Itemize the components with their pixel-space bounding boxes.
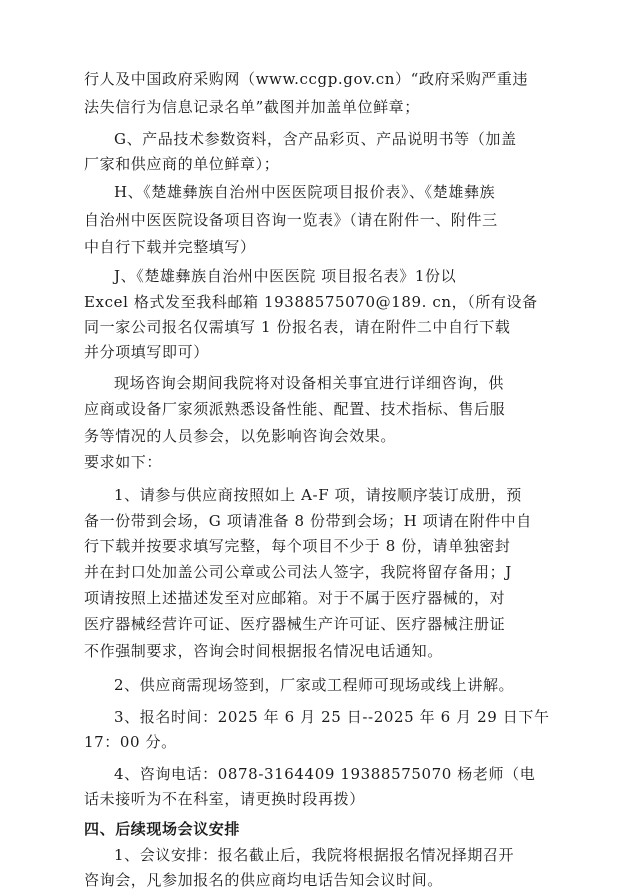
- requirement-3-line: 3、报名时间：2025 年 6 月 25 日--2025 年 6 月 29 日下午: [114, 708, 550, 726]
- text-line: 行下载并按要求填写完整，每个项目不少于 8 份，请单独密封: [84, 537, 511, 555]
- text-line: 医疗器械经营许可证、医疗器械生产许可证、医疗器械注册证: [84, 615, 506, 633]
- text-line: 厂家和供应商的单位鲜章）；: [84, 155, 280, 173]
- requirement-2-line: 2、供应商需现场签到，厂家或工程师可现场或线上讲解。: [114, 676, 515, 694]
- text-line: 项请按照上述描述发至对应邮箱。对于不属于医疗器械的，对: [84, 589, 506, 607]
- text-line: 法失信行为信息记录名单”截图并加盖单位鲜章；: [84, 98, 420, 116]
- requirement-4-line: 4、咨询电话：0878-3164409 19388575070 杨老师（电: [114, 765, 536, 783]
- consultation-paragraph-line: 现场咨询会期间我院将对设备相关事宜进行详细咨询，供: [114, 374, 505, 392]
- paragraph-h-line: H、《楚雄彝族自治州中医医院项目报价表》、《楚雄彝族: [114, 183, 496, 201]
- text-line: 应商或设备厂家须派熟悉设备性能、配置、技术指标、售后服: [84, 400, 506, 418]
- requirement-1-line: 1、请参与供应商按照如上 A-F 项，请按顺序装订成册，预: [114, 486, 522, 504]
- text-line: Excel 格式发至我科邮箱 19388575070@189. cn，（所有设备: [84, 293, 538, 311]
- paragraph-j-line: J、《楚雄彝族自治州中医医院 项目报名表》1份以: [114, 267, 457, 285]
- text-line: 务等情况的人员参会，以免影响咨询会效果。: [84, 427, 397, 445]
- text-line: 并分项填写即可）: [84, 343, 209, 361]
- text-line: 行人及中国政府采购网（www.ccgp.gov.cn）“政府采购严重违: [84, 70, 529, 88]
- text-line: 并在封口处加盖公司公章或公司法人签字，我院将留存备用；J: [84, 563, 512, 581]
- text-line: 不作强制要求，咨询会时间根据报名情况电话通知。: [84, 642, 443, 660]
- paragraph-g-line: G、产品技术参数资料，含产品彩页、产品说明书等（加盖: [114, 130, 517, 148]
- text-line: 话未接听为不在科室，请更换时段再拨）: [84, 790, 365, 808]
- text-line: 中自行下载并完整填写）: [84, 238, 256, 256]
- meeting-arrangement-line: 1、会议安排：报名截止后，我院将根据报名情况择期召开: [114, 846, 515, 864]
- text-line: 同一家公司报名仅需填写 1 份报名表，请在附件二中自行下载: [84, 318, 511, 336]
- text-line: 备一份带到会场，G 项请准备 8 份带到会场；H 项请在附件中自: [84, 512, 532, 530]
- requirements-title: 要求如下：: [84, 453, 163, 471]
- section-heading: 四、后续现场会议安排: [84, 820, 241, 838]
- text-line: 咨询会，凡参加报名的供应商均电话告知会议时间。: [84, 871, 443, 889]
- text-line: 17：00 分。: [84, 733, 177, 751]
- text-line: 自治州中医医院设备项目咨询一览表》（请在附件一、附件三: [84, 211, 498, 229]
